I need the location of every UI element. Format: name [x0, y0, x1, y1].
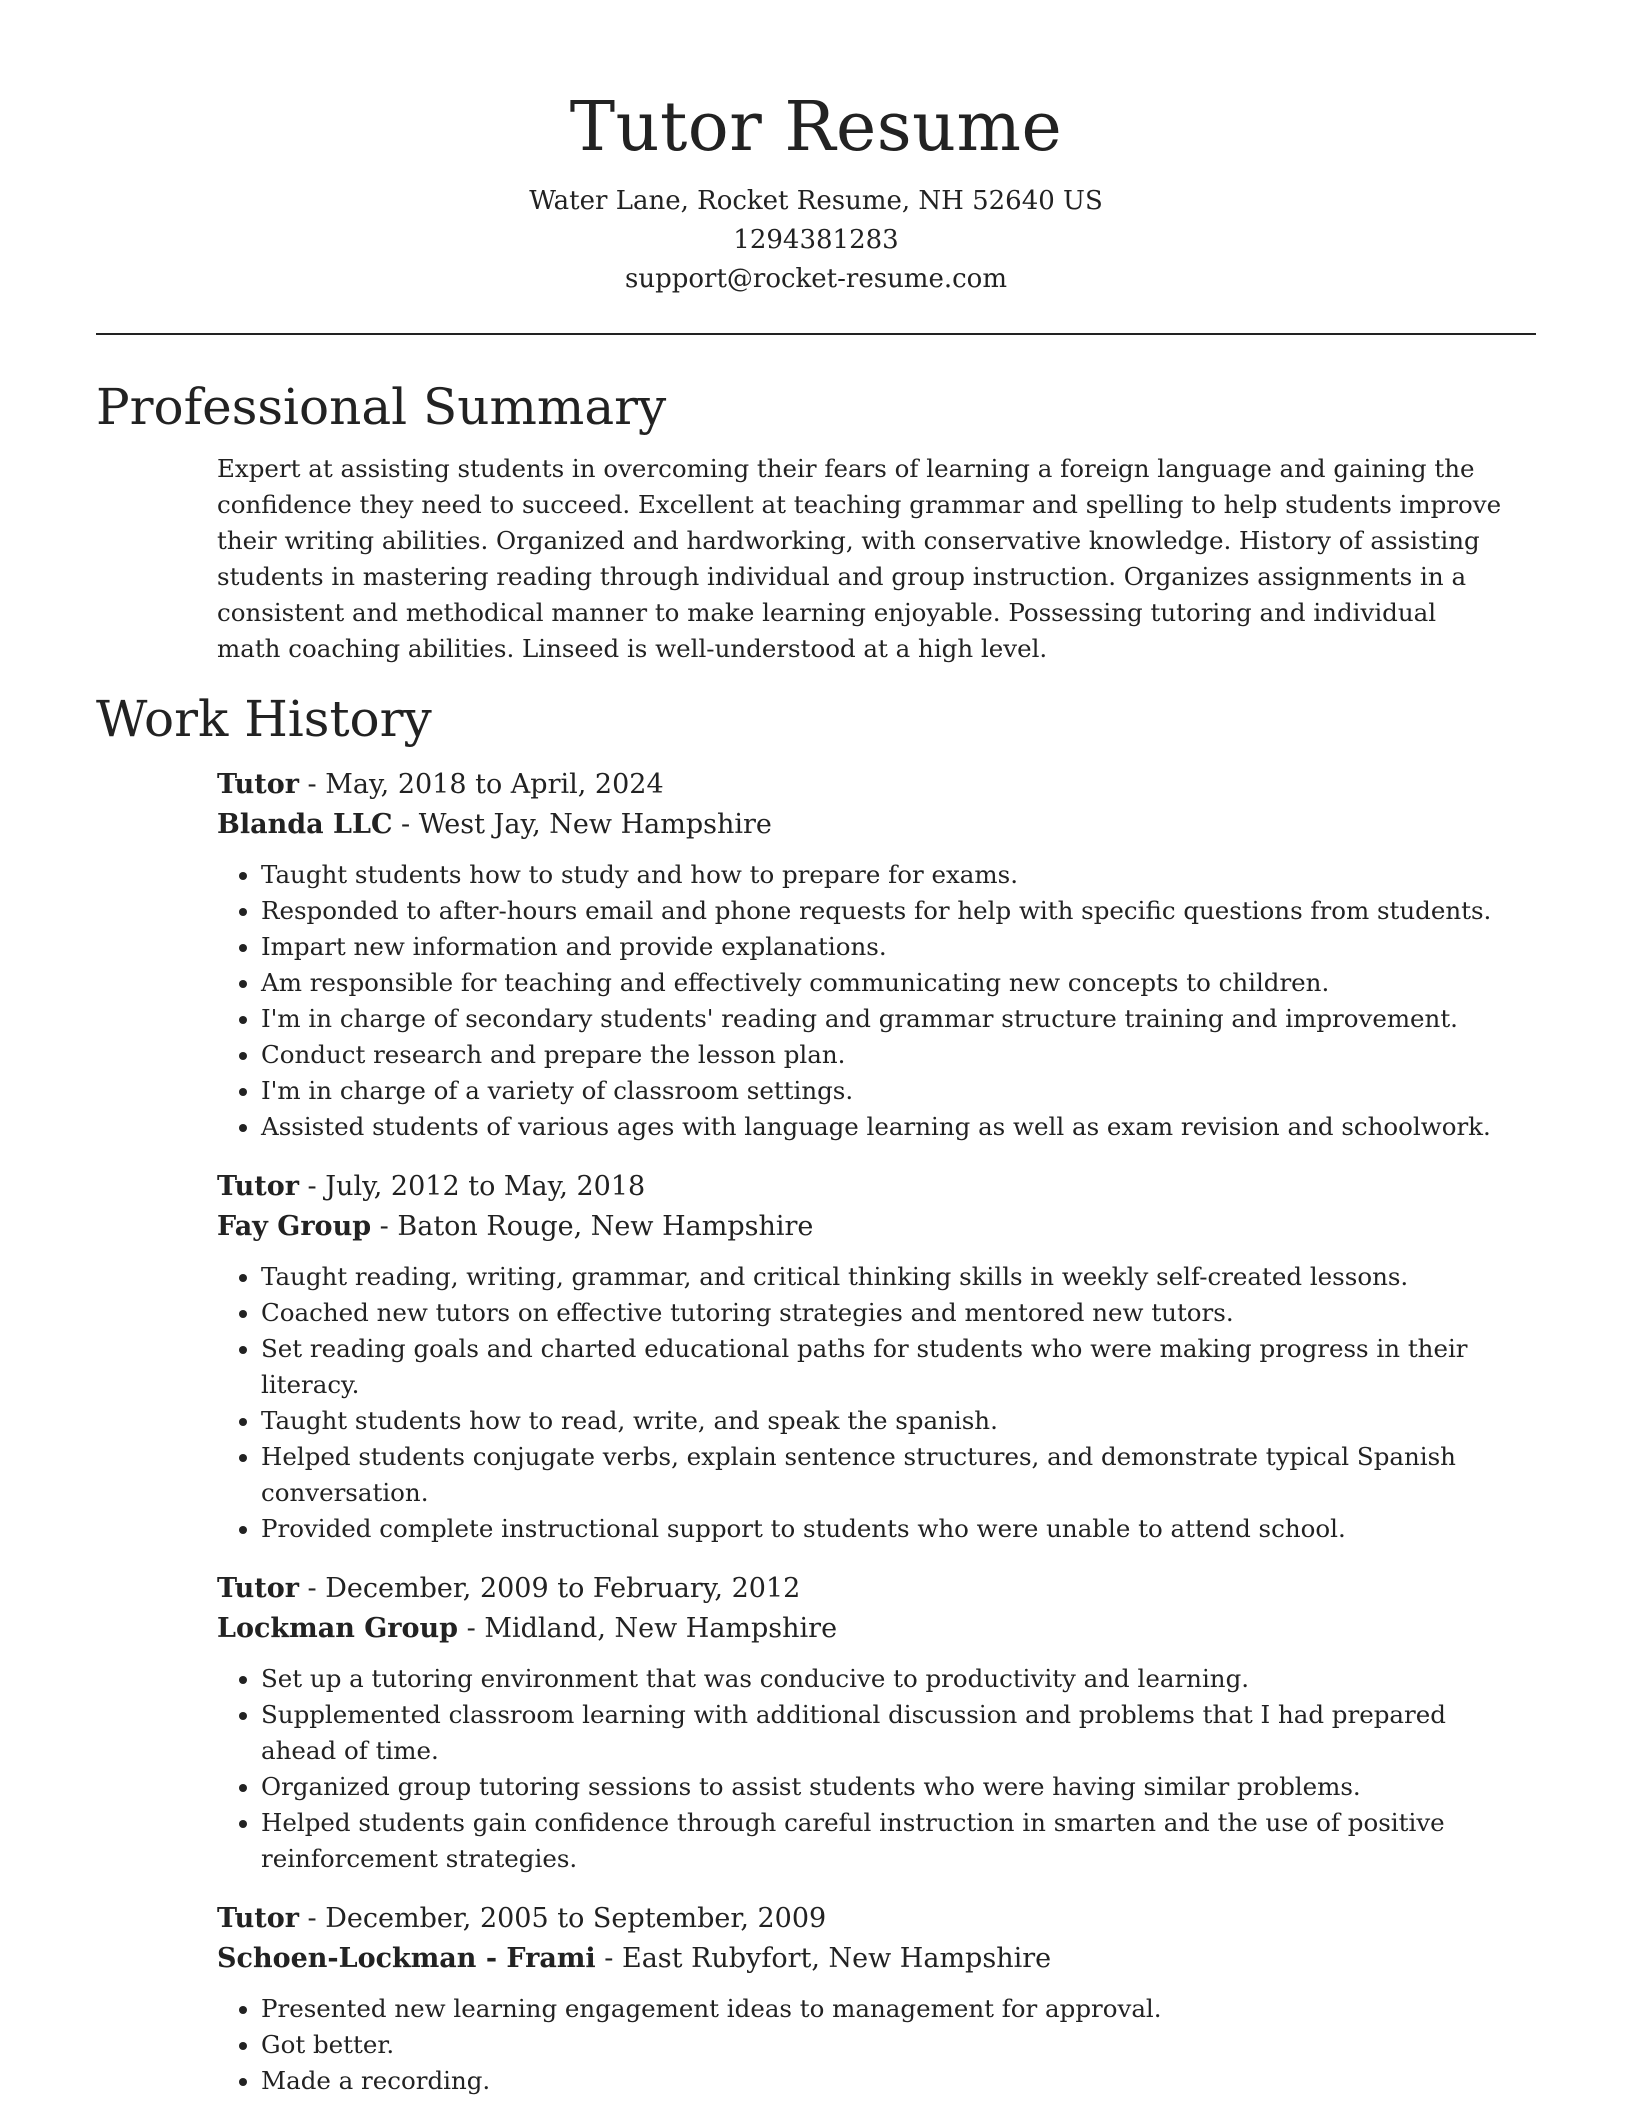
job-title-line — [217, 765, 1517, 805]
separator: - — [298, 769, 326, 800]
job-bullet: • Responded to after-hours email and phone requests for help with specific questions from students. — [261, 893, 1517, 929]
job-title: Tutor — [217, 1171, 299, 1202]
job-bullet-list — [217, 1259, 1517, 1547]
job-company-line — [217, 805, 1517, 845]
separator: - — [298, 1171, 326, 1202]
job-bullet: • Coached new tutors on effective tutoring strategies and mentored new tutors. — [261, 1295, 1517, 1331]
work-history-list — [217, 765, 1517, 2099]
job-company-line — [217, 1207, 1517, 1247]
contact-block — [96, 182, 1536, 299]
separator: - — [595, 1943, 622, 1974]
summary-text: Expert at assisting students in overcoming their fears of learning a foreign language and gaining the confidence they need to succeed. Excellent at teaching grammar and spelling to help students improve their writing abilities. Organized and hardworking, with conservative knowledge. History of assisting students in mastering reading through individual and group instruction. Organizes assignments in a consistent and methodical manner to make learning enjoyable. Possessing tutoring and individual math coaching abilities. Linseed is well-understood at a high level. — [217, 454, 1502, 663]
contact-address: Water Lane, Rocket Resume, NH 52640 US — [529, 186, 1103, 216]
job-bullet: • Helped students conjugate verbs, explain sentence structures, and demonstrate typical Spanish conversation. — [261, 1439, 1517, 1511]
resume-title: Tutor Resume — [569, 88, 1063, 167]
job-title-line — [217, 1569, 1517, 1609]
job-bullet: • Provided complete instructional support to students who were unable to attend school. — [261, 1511, 1517, 1547]
job-bullet-list — [217, 1991, 1517, 2099]
job-dates: May, 2018 to April, 2024 — [325, 769, 664, 800]
job-bullet-list — [217, 857, 1517, 1145]
job-bullet: • Taught students how to study and how to prepare for exams. — [261, 857, 1517, 893]
job-title: Tutor — [217, 769, 299, 800]
job-location: East Rubyfort, New Hampshire — [621, 1943, 1052, 1974]
job-bullet: • Organized group tutoring sessions to assist students who were having similar problems. — [261, 1769, 1517, 1805]
job-location: Midland, New Hampshire — [484, 1613, 838, 1644]
separator: - — [458, 1613, 485, 1644]
resume-header — [96, 0, 1536, 299]
job-location: West Jay, New Hampshire — [418, 809, 772, 840]
job-bullet-list — [217, 1661, 1517, 1877]
job-location: Baton Rouge, New Hampshire — [397, 1211, 814, 1242]
separator: - — [298, 1903, 326, 1934]
resume-page — [96, 0, 1536, 2099]
job-company-line — [217, 1939, 1517, 1979]
job-title: Tutor — [217, 1903, 299, 1934]
job-bullet: • Made a recording. — [261, 2063, 1517, 2099]
header-divider — [96, 333, 1536, 335]
job-bullet: • Set up a tutoring environment that was conducive to productivity and learning. — [261, 1661, 1517, 1697]
job-dates: July, 2012 to May, 2018 — [325, 1171, 646, 1202]
job-title-line — [217, 1899, 1517, 1939]
contact-phone: 1294381283 — [733, 225, 899, 255]
job-bullet: • Set reading goals and charted educational paths for students who were making progress in their literacy. — [261, 1331, 1517, 1403]
job-entry — [217, 1899, 1517, 2099]
job-entry — [217, 1569, 1517, 1877]
summary-heading: Professional Summary — [96, 378, 667, 436]
job-bullet: • Taught students how to read, write, and speak the spanish. — [261, 1403, 1517, 1439]
job-dates: December, 2005 to September, 2009 — [325, 1903, 827, 1934]
job-bullet: • I'm in charge of a variety of classroom settings. — [261, 1073, 1517, 1109]
job-bullet: • I'm in charge of secondary students' reading and grammar structure training and improvement. — [261, 1001, 1517, 1037]
separator: - — [371, 1211, 398, 1242]
job-bullet: • Supplemented classroom learning with additional discussion and problems that I had prepared ahead of time. — [261, 1697, 1517, 1769]
job-bullet: • Taught reading, writing, grammar, and critical thinking skills in weekly self-created lessons. — [261, 1259, 1517, 1295]
job-bullet: • Presented new learning engagement ideas to management for approval. — [261, 1991, 1517, 2027]
job-title-line — [217, 1167, 1517, 1207]
job-dates: December, 2009 to February, 2012 — [325, 1573, 801, 1604]
job-title: Tutor — [217, 1573, 299, 1604]
job-bullet: • Am responsible for teaching and effectively communicating new concepts to children. — [261, 965, 1517, 1001]
job-bullet: • Conduct research and prepare the lesson plan. — [261, 1037, 1517, 1073]
job-entry — [217, 1167, 1517, 1547]
job-entry — [217, 765, 1517, 1145]
job-bullet: • Got better. — [261, 2027, 1517, 2063]
separator: - — [392, 809, 419, 840]
job-bullet: • Assisted students of various ages with language learning as well as exam revision and schoolwork. — [261, 1109, 1517, 1145]
job-company: Lockman Group — [217, 1613, 459, 1644]
job-company: Schoen-Lockman - Frami — [217, 1943, 596, 1974]
job-company: Fay Group — [217, 1211, 372, 1242]
contact-email: support@rocket-resume.com — [624, 264, 1007, 294]
job-bullet: • Helped students gain confidence through careful instruction in smarten and the use of positive reinforcement strategies. — [261, 1805, 1517, 1877]
separator: - — [298, 1573, 326, 1604]
job-company: Blanda LLC — [217, 809, 393, 840]
work-history-heading: Work History — [96, 690, 432, 748]
job-bullet: • Impart new information and provide explanations. — [261, 929, 1517, 965]
job-company-line — [217, 1609, 1517, 1649]
